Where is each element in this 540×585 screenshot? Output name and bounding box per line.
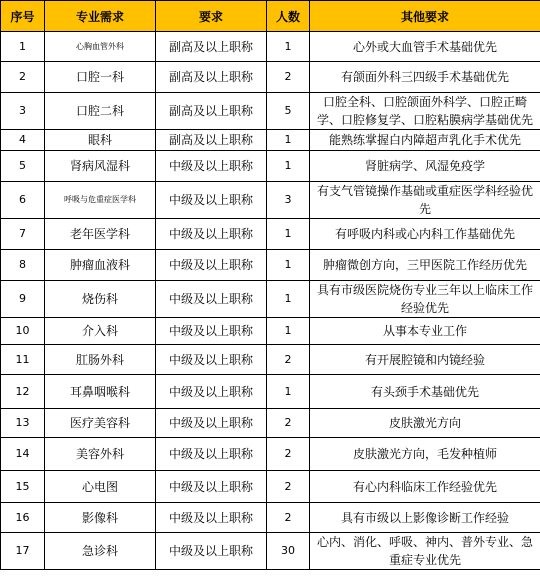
table-row	[1, 281, 540, 318]
row-no: 11	[1, 345, 45, 375]
row-major: 肿瘤血液科	[45, 250, 156, 281]
row-requirement: 中级及以上职称	[156, 318, 267, 345]
table-row	[1, 219, 540, 250]
row-requirement: 中级及以上职称	[156, 409, 267, 438]
table-row	[1, 409, 540, 438]
row-count: 1	[267, 250, 310, 281]
row-other: 具有市级医院烧伤专业三年以上临床工作经验优先	[310, 281, 540, 318]
row-other: 从事本专业工作	[310, 318, 540, 345]
row-count: 2	[267, 503, 310, 533]
row-requirement: 中级及以上职称	[156, 345, 267, 375]
row-other: 有头颈手术基础优先	[310, 375, 540, 409]
row-count: 1	[267, 375, 310, 409]
row-major: 烧伤科	[45, 281, 156, 318]
row-no: 7	[1, 219, 45, 250]
row-other: 有颌面外科三四级手术基础优先	[310, 62, 540, 93]
row-requirement: 副高及以上职称	[156, 62, 267, 93]
table-row	[1, 130, 540, 151]
row-requirement: 副高及以上职称	[156, 93, 267, 130]
row-other: 肾脏病学、风湿免疫学	[310, 151, 540, 182]
row-major: 肾病风湿科	[45, 151, 156, 182]
row-requirement: 中级及以上职称	[156, 375, 267, 409]
header-no: 序号	[1, 1, 45, 32]
row-requirement: 中级及以上职称	[156, 438, 267, 471]
row-no: 14	[1, 438, 45, 471]
row-no: 8	[1, 250, 45, 281]
row-no: 17	[1, 533, 45, 570]
row-no: 1	[1, 32, 45, 62]
row-major: 眼科	[45, 130, 156, 151]
row-requirement: 中级及以上职称	[156, 471, 267, 503]
row-other: 有开展腔镜和内镜经验	[310, 345, 540, 375]
row-no: 16	[1, 503, 45, 533]
row-requirement: 中级及以上职称	[156, 219, 267, 250]
row-other: 有呼吸内科或心内科工作基础优先	[310, 219, 540, 250]
row-no: 12	[1, 375, 45, 409]
row-requirement: 副高及以上职称	[156, 130, 267, 151]
row-requirement: 中级及以上职称	[156, 250, 267, 281]
row-count: 30	[267, 533, 310, 570]
row-other: 有支气管镜操作基础或重症医学科经验优先	[310, 182, 540, 219]
row-count: 2	[267, 62, 310, 93]
row-major: 心胸血管外科	[45, 32, 156, 62]
row-no: 5	[1, 151, 45, 182]
row-count: 2	[267, 345, 310, 375]
row-requirement: 中级及以上职称	[156, 151, 267, 182]
table-row	[1, 438, 540, 471]
row-major: 口腔一科	[45, 62, 156, 93]
header-requirement: 要求	[156, 1, 267, 32]
header-row	[1, 1, 540, 32]
table-row	[1, 533, 540, 570]
row-major: 老年医学科	[45, 219, 156, 250]
row-major: 影像科	[45, 503, 156, 533]
row-count: 3	[267, 182, 310, 219]
row-major: 医疗美容科	[45, 409, 156, 438]
row-requirement: 中级及以上职称	[156, 182, 267, 219]
table-row	[1, 345, 540, 375]
row-major: 口腔二科	[45, 93, 156, 130]
row-major: 心电图	[45, 471, 156, 503]
row-no: 13	[1, 409, 45, 438]
row-other: 皮肤激光方向	[310, 409, 540, 438]
table-row	[1, 151, 540, 182]
row-count: 2	[267, 471, 310, 503]
row-no: 10	[1, 318, 45, 345]
row-count: 1	[267, 32, 310, 62]
table-row	[1, 93, 540, 130]
row-count: 5	[267, 93, 310, 130]
row-other: 口腔全科、口腔颌面外科学、口腔正畸学、口腔修复学、口腔粘膜病学基础优先	[310, 93, 540, 130]
row-major: 肛肠外科	[45, 345, 156, 375]
row-no: 4	[1, 130, 45, 151]
row-count: 2	[267, 409, 310, 438]
header-other: 其他要求	[310, 1, 540, 32]
table-row	[1, 503, 540, 533]
table-row	[1, 250, 540, 281]
row-major: 介入科	[45, 318, 156, 345]
row-major: 耳鼻咽喉科	[45, 375, 156, 409]
row-no: 3	[1, 93, 45, 130]
row-requirement: 副高及以上职称	[156, 32, 267, 62]
table-row	[1, 32, 540, 62]
row-requirement: 中级及以上职称	[156, 281, 267, 318]
row-requirement: 中级及以上职称	[156, 533, 267, 570]
table-row	[1, 471, 540, 503]
table-row	[1, 318, 540, 345]
row-count: 1	[267, 151, 310, 182]
row-requirement: 中级及以上职称	[156, 503, 267, 533]
row-no: 6	[1, 182, 45, 219]
row-no: 15	[1, 471, 45, 503]
row-other: 心内、消化、呼吸、神内、普外专业、急重症专业优先	[310, 533, 540, 570]
table-row	[1, 62, 540, 93]
row-other: 肿瘤微创方向，三甲医院工作经历优先	[310, 250, 540, 281]
row-no: 9	[1, 281, 45, 318]
table-row	[1, 375, 540, 409]
row-count: 2	[267, 438, 310, 471]
row-other: 皮肤激光方向，毛发种植师	[310, 438, 540, 471]
row-other: 具有市级以上影像诊断工作经验	[310, 503, 540, 533]
row-major: 呼吸与危重症医学科	[45, 182, 156, 219]
row-major: 急诊科	[45, 533, 156, 570]
row-count: 1	[267, 318, 310, 345]
row-count: 1	[267, 130, 310, 151]
row-count: 1	[267, 281, 310, 318]
row-other: 能熟练掌握白内障超声乳化手术优先	[310, 130, 540, 151]
row-count: 1	[267, 219, 310, 250]
table-row	[1, 182, 540, 219]
row-major: 美容外科	[45, 438, 156, 471]
row-other: 心外或大血管手术基础优先	[310, 32, 540, 62]
row-other: 有心内科临床工作经验优先	[310, 471, 540, 503]
header-count: 人数	[267, 1, 310, 32]
header-major: 专业需求	[45, 1, 156, 32]
row-no: 2	[1, 62, 45, 93]
